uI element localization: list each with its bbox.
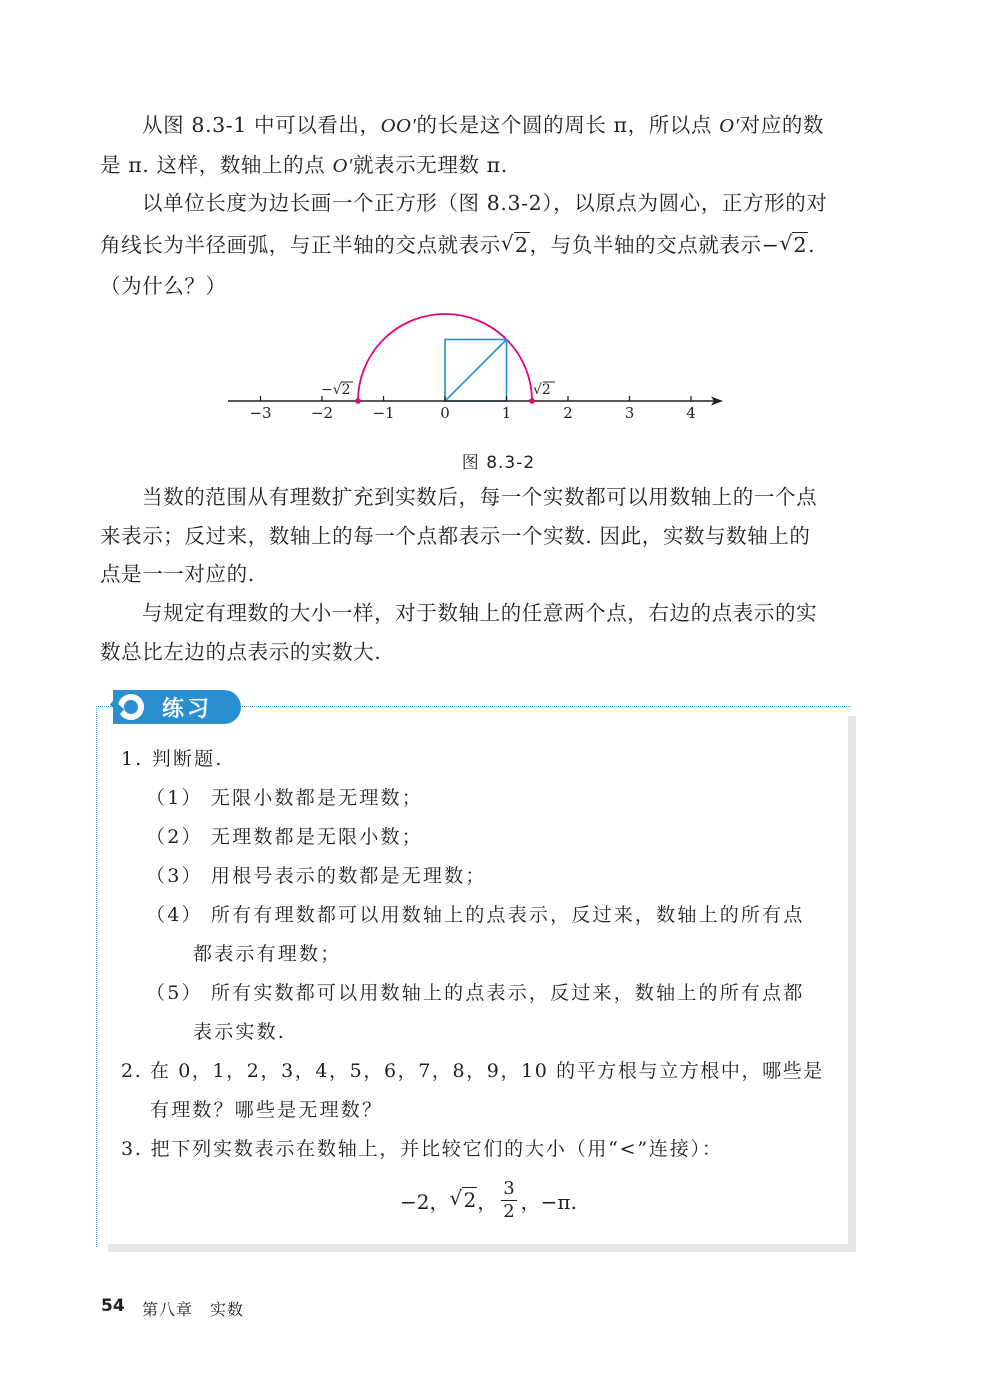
text-run: ，与负半轴的交点就表示−: [529, 232, 780, 257]
question-1-item-3: （3） 用根号表示的数都是无理数；: [146, 865, 487, 887]
question-1-item-5: （5） 所有实数都可以用数轴上的点表示，反过来，数轴上的所有点都: [146, 982, 805, 1004]
label-pos-sqrt2: √2: [533, 382, 551, 398]
question-3-formula: [400, 1170, 577, 1230]
fraction-numerator: 3: [503, 1177, 515, 1199]
tick-label: 0: [440, 404, 450, 422]
tick-label: 2: [563, 404, 573, 422]
question-3: 3. 把下列实数表示在数轴上，并比较它们的大小（用“<”连接）：: [121, 1138, 723, 1160]
paragraph-1-line-2: [100, 146, 860, 186]
paragraph-3-line-1: 当数的范围从有理数扩充到实数后，每一个实数都可以用数轴上的一个点: [142, 485, 818, 509]
point-neg-sqrt2: [355, 398, 361, 404]
sqrt-2: [779, 223, 808, 267]
tick-label: −3: [249, 404, 272, 422]
formula-term: ，: [477, 1189, 498, 1214]
paragraph-1: [100, 106, 860, 185]
page-number: 54: [101, 1296, 125, 1316]
paragraph-2-line-2: [100, 223, 860, 267]
question-1-item-5-cont: 表示实数.: [193, 1021, 287, 1043]
paragraph-4-line-2: 数总比左边的点表示的实数大.: [100, 639, 382, 664]
radicand: 2: [514, 232, 529, 257]
question-1-item-4-cont: 都表示有理数；: [193, 943, 342, 965]
formula-term: −2，: [400, 1189, 450, 1214]
tick-label: −1: [372, 404, 395, 422]
sqrt-2: [449, 1188, 477, 1212]
text-run: 从图 8.3-1 中可以看出，: [142, 113, 381, 137]
math-oo-prime: OO′: [380, 115, 417, 137]
question-1: 1. 判断题.: [121, 748, 224, 770]
text-run: 角线长为半径画弧，与正半轴的交点就表示: [100, 232, 501, 257]
paragraph-2: [100, 184, 860, 305]
radicand: 2: [463, 1188, 477, 1212]
tick-label: 3: [624, 404, 635, 422]
square-diagonal: [445, 340, 507, 402]
question-2: 2. 在 0，1，2，3，4，5，6，7，8，9，10 的平方根与立方根中，哪些是: [121, 1060, 824, 1082]
paragraph-1-line-1: [100, 106, 860, 146]
formula-term: ，−π.: [520, 1189, 577, 1214]
figure-caption: 图 8.3-2: [461, 453, 536, 473]
fraction-three-halves: [501, 1178, 516, 1223]
pencil-circle-icon: [116, 692, 146, 722]
sqrt-2: [501, 223, 530, 267]
tick-label: 4: [686, 404, 696, 422]
math-o-prime: O′: [332, 154, 353, 177]
exercise-title: 练习: [162, 697, 213, 722]
question-2-cont: 有理数？哪些是无理数？: [150, 1099, 384, 1121]
text-run: 的长是这个圆的周长 π，所以点: [416, 113, 720, 137]
question-1-item-4: （4） 所有有理数都可以用数轴上的点表示，反过来，数轴上的所有点: [146, 904, 805, 926]
question-1-item-2: （2） 无理数都是无限小数；: [146, 826, 423, 848]
paragraph-2-line-1: 以单位长度为边长画一个正方形（图 8.3-2），以原点为圆心，正方形的对: [142, 191, 828, 215]
paragraph-2-line-3: （为什么？）: [100, 273, 227, 298]
point-pos-sqrt2: [529, 398, 535, 404]
tick-label: −2: [310, 404, 334, 422]
paragraph-4-line-1: 与规定有理数的大小一样，对于数轴上的任意两个点，右边的点表示的实: [142, 601, 818, 625]
paragraph-3-line-3: 点是一一对应的.: [100, 562, 255, 586]
number-line-figure: [225, 300, 735, 430]
text-run: 就表示无理数 π.: [352, 152, 508, 177]
fraction-denominator: 2: [503, 1200, 515, 1222]
text-run: .: [808, 232, 816, 257]
tick-label: 1: [501, 404, 512, 422]
text-run: 是 π. 这样，数轴上的点: [100, 152, 333, 177]
paragraph-4: [100, 594, 860, 671]
label-neg-sqrt2: −√2: [321, 382, 351, 398]
paragraph-3: [100, 478, 860, 594]
chapter-label: 第八章 实数: [142, 1300, 245, 1319]
math-o-prime: O′: [719, 115, 740, 137]
radicand: 2: [793, 232, 808, 257]
paragraph-3-line-2: 来表示；反过来，数轴上的每一个点都表示一个实数. 因此，实数与数轴上的: [100, 523, 811, 548]
question-1-item-1: （1） 无限小数都是无理数；: [146, 787, 423, 809]
tick-marks: [249, 396, 695, 422]
text-run: 对应的数: [739, 113, 825, 137]
